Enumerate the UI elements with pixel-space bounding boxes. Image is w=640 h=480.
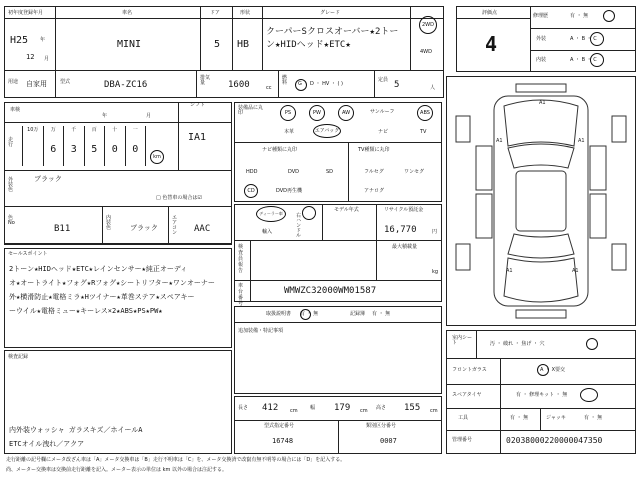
color-no: B11 [54,224,71,234]
drive-4wd: 4WD [420,49,432,55]
yen-unit: 円 [432,229,438,235]
car-diagram [446,76,636,326]
score-label: 評価点 [482,10,498,16]
exterior-options: A ・ B ・ C [570,36,597,42]
car-body-outline [494,96,588,306]
month-unit: 月 [44,56,50,62]
car-windshield [508,144,574,168]
steering: 右ハンドル [296,213,302,239]
left-rear-door [476,194,492,238]
footer-line: 尚、メーター交換車は交換前走行距離を記入。メーター表示の単位は km 以外の場合は注記する。 [6,467,227,473]
manual-label: 取扱説明書 [266,311,292,317]
notes-line: 内外装ウォッシャ ガラスキズ／ホイールA [9,426,143,434]
fuel-label: 燃料 [282,75,288,86]
sales-point-line: オ★オートライト★フォグ★Rフォグ★シートリフター★ワンオーナー [9,279,215,287]
right-rear-tire [612,244,626,270]
color: ブラック [34,175,62,183]
inspection-year-unit: 年 [102,113,108,119]
sales-point-line: ーウイル★電格ミュー★キーレス×2★ABS★PS★PW★ [9,307,163,315]
tools-label: 工具 [458,415,469,421]
diagram-mark: A1 [496,138,503,144]
use-label: 用途 [8,79,19,85]
shift-label: シフト [190,102,206,108]
front-bumper [516,84,566,92]
length-unit: cm [290,408,298,414]
diagram-mark: A1 [572,268,579,274]
width-label: 幅 [310,405,316,411]
interior-options: A ・ B ・ C [570,57,597,63]
glass-label: フロントガラス [452,367,487,373]
equip-pw: PW [309,105,325,121]
doors: 5 [214,39,221,50]
diagram-mark: A1 [539,100,546,106]
car-trunk [504,258,578,302]
length-label: 長さ [238,405,249,411]
color-change-note: □ 色替車の場合は☑ [156,195,202,201]
diagram-mark: A1 [578,138,585,144]
equip-tv: TV [420,129,427,135]
capacity-unit: 人 [430,85,436,91]
chassis-label: 車台番号 [238,283,244,307]
category: 0007 [380,437,397,445]
fuel-options: G ・ D ・ HV ・ ( ) [298,81,343,87]
glass-a-circle [537,364,549,376]
equip-leather: 本革 [284,129,295,135]
first-reg-label: 初年度登録年月 [8,10,44,16]
shape-label: 形状 [240,10,251,16]
car-name: MINI [117,39,142,50]
sales-point-line: 外★横滑防止★電格ミラ★Hツイナー★革巻ステア★スペアキー [9,293,195,301]
width-unit: cm [360,408,368,414]
sales-points-label: セールスポイント [8,251,48,257]
extras-box [234,306,442,394]
left-front-door [476,146,492,190]
cc-unit: cc [266,85,272,91]
doors-label: ドア [210,10,220,16]
chassis: WMWZC32000WM01587 [284,286,377,296]
recycle: 16,770 [384,225,417,235]
car-roof [516,171,566,231]
mileage-digit-cell: 一 0 [125,126,147,166]
right-rear-door [590,194,606,238]
inspection-note-label: 検査員報告 [238,244,244,274]
first-reg-month: 12 [26,53,35,61]
drive-2wd: 2WD [419,16,437,34]
repair-label: 修理歴 [533,13,549,19]
car-rear-window [508,234,574,258]
model-year-label: モデル年式 [334,207,359,213]
shift: IA1 [188,132,207,143]
rear-bumper [516,310,566,318]
left-front-tire [456,116,470,142]
vehicle-info-box [4,102,232,244]
tv-type-label: TV種類に丸印 [358,147,390,153]
seat-label: 室内シート [452,335,473,346]
glass-options: A ・ X要交 [540,367,566,373]
equip-navi: ナビ [378,129,389,135]
kg-unit: kg [432,269,439,275]
exterior-label: 外装 [536,36,547,42]
record-label: 記録簿 [350,311,366,317]
inspection-label: 車検 [10,107,21,113]
jack-label: ジャッキ [546,415,566,421]
model: DBA-ZC16 [104,80,148,90]
equipment-label: 装備品に丸印 [238,105,264,116]
dealer-circle: ディーラー車 [256,206,286,222]
repair-options: 有 ・ 無 [570,13,589,19]
interior-color-label: 内装色 [106,215,112,231]
displacement-label: 排気量 [200,75,211,86]
color-no-label: 色No [8,215,15,226]
interior-color: ブラック [130,224,158,232]
mgmt-label: 管理番号 [452,437,473,443]
notes-box [4,350,232,454]
car-front-hood [504,100,578,146]
grade-label: グレード [320,10,341,16]
right-front-door [590,146,606,190]
equip-aw: AW [338,105,354,121]
width: 179 [334,403,351,413]
exterior-b-circle [590,32,604,46]
manual-yes-circle [300,309,311,320]
navi-dvd: DVD [288,169,300,175]
diagram-mark: A1 [506,268,513,274]
dealer-import: 輸入 [262,229,273,235]
repair-none-circle [603,10,615,22]
ac-label: エアコン [172,215,178,236]
tv-fullseg: フルセグ [364,169,384,175]
extras-label: 追加装備・特記事項 [238,328,284,334]
jack-options: 有 ・ 無 [584,415,603,421]
year-unit: 年 [40,37,46,43]
use: 自家用 [26,80,47,88]
type-designation-label: 型式指定番号 [264,423,295,429]
inspection-month-unit: 月 [146,113,152,119]
km-circle: km [150,150,164,164]
first-reg-year: H25 [10,35,29,46]
capacity: 5 [394,80,400,90]
tv-oneseg: ワンセグ [404,169,425,175]
mileage-digit-cell: 百 5 [84,126,105,166]
seat-options: 汚 ・ 破れ ・ 焦げ ・ 穴 [490,341,545,347]
length: 412 [262,403,279,413]
score-value: 4 [485,32,498,56]
mileage-digit-cell: 千 3 [63,126,84,166]
type-designation: 16748 [272,437,294,445]
sales-point-line: 2トーン★HIDヘッド★ETC★レインセンサー★純正オーディ [9,265,188,273]
seat-hole-circle [586,338,598,350]
interior-b-circle [590,53,604,67]
tv-analog: アナログ [364,188,385,194]
navi-sd: SD [326,169,334,175]
interior-label: 内装 [536,57,547,63]
manual-options: 有 ・ 無 [300,311,319,317]
grade: クーパーSクロスオーバー★2トーン★HIDヘッド★ETC★ [266,27,399,50]
right-front-tire [612,116,626,142]
max-load-label: 最大積載量 [392,244,418,250]
shape: HB [237,39,250,50]
height-label: 高さ [376,405,387,411]
recycle-label: リサイクル預託金 [384,207,424,213]
equip-ps: PS [280,105,296,121]
mileage-digit-cell: 万 6 [43,126,64,166]
footer-line: 走行距離の記号欄にメータ改ざん車は「A」メータ交換車は「B」走行不明車は「C」を、メータ交換済で改竄有無不明等の場合には「D」を記入する。 [6,457,346,463]
navi-hdd: HDD [246,169,258,175]
mileage-digit-cell: 十 0 [104,126,125,166]
navi-cd: CD [244,184,258,198]
car-name-label: 車名 [122,10,133,16]
notes-label: 検査記録 [8,354,29,360]
height-unit: cm [430,408,438,414]
spare-label: スペアタイヤ [452,392,482,398]
spare-options: 有 ・ 修理キット ・ 無 [516,392,568,398]
spare-kit-circle [580,388,598,402]
displacement: 1600 [228,80,250,90]
tools-options: 有 ・ 無 [510,415,529,421]
notes-line: ETCオイル洩れ／アクア [9,440,85,448]
equip-abs: ABS [417,105,433,121]
category-label: 類別区分番号 [366,423,397,429]
steering-right-circle [302,206,316,220]
mileage-digit-cell: 10万 [22,126,43,166]
mgmt: 02038000220000047350 [506,436,603,445]
ac: AAC [194,224,211,234]
navi-type-label: ナビ種類に丸印 [262,147,298,153]
mileage-label: 走行 [8,137,14,148]
mileage-digits [22,126,146,166]
equip-airbag: エアバッグ [313,124,341,138]
navi-dvd-player: DVD再生機 [276,188,303,194]
record-options: 有 ・ 無 [372,311,391,317]
height: 155 [404,403,421,413]
color-label: 外装色 [8,177,14,193]
equip-sunroof: サンルーフ [370,109,395,115]
model-label: 型式 [60,79,71,85]
capacity-label: 定員 [378,77,389,83]
left-rear-tire [456,244,470,270]
